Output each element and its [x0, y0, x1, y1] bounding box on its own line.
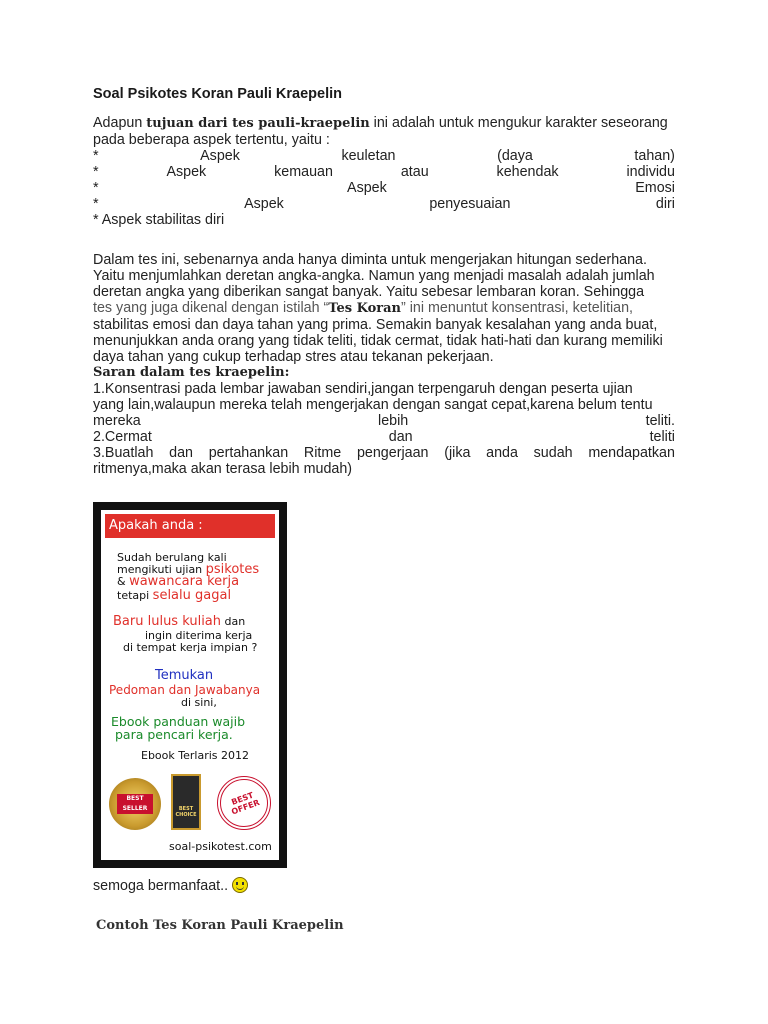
aspect-word: Aspek [244, 196, 284, 212]
saran-word: mendapatkan [588, 445, 675, 461]
ad-text [117, 590, 231, 602]
aspect-word: atau [400, 164, 429, 180]
saran-word: Ritme [303, 445, 342, 461]
intro-bold: tujuan dari tes pauli-kraepelin [146, 116, 370, 131]
intro-line-1 [93, 115, 675, 132]
ad-header: Apakah anda : [105, 514, 275, 538]
saran-line [93, 445, 675, 461]
body-line: Yaitu menjumlahkan deretan angka-angka. Namun yang menjadi masalah adalah jumlah [93, 268, 655, 284]
body-l4-post: ” ini menuntut konsentrasi, ketelitian, [400, 300, 634, 316]
intro-line-2: pada beberapa aspek tertentu, yaitu : [93, 132, 330, 148]
aspect-bullet: * [93, 164, 99, 180]
page-title: Soal Psikotes Koran Pauli Kraepelin [93, 86, 342, 102]
section-heading: Contoh Tes Koran Pauli Kraepelin [96, 918, 344, 933]
aspect-word: diri [655, 196, 675, 212]
body-line: menunjukkan anda orang yang tidak teliti, tidak cermat, tidak hati-hati dan kurang memiliki [93, 333, 663, 349]
saran-line: 1.Konsentrasi pada lembar jawaban sendiri,jangan terpengaruh dengan peserta ujian [93, 381, 633, 397]
body-l4-pre: tes yang juga dikenal dengan istilah “ [93, 300, 329, 316]
aspect-word: kemauan [274, 164, 333, 180]
saran-word: 3.Buatlah [93, 445, 154, 461]
body-line [93, 300, 675, 317]
ad-text-part: dan [221, 615, 246, 628]
saran-word: teliti. [645, 413, 675, 429]
ad-text: di sini, [181, 696, 217, 709]
saran-word: anda [486, 445, 518, 461]
smiley-icon [232, 877, 248, 893]
best-seller-badge-icon [109, 778, 161, 830]
ad-text-part: wawancara kerja [129, 574, 240, 589]
body-line: daya tahan yang cukup terhadap stres atau tekanan pekerjaan. [93, 349, 494, 365]
ad-text-part: & [117, 575, 130, 588]
ad-text-part: selalu gagal [152, 588, 232, 603]
aspect-word: Emosi [635, 180, 675, 196]
saran-word: (jika [444, 445, 471, 461]
aspect-word: Aspek [347, 180, 387, 196]
ebook-ad-banner[interactable] [93, 502, 287, 868]
ad-text-part: tetapi [117, 589, 153, 602]
body-paragraph [93, 252, 675, 477]
saran-line: yang lain,walaupun mereka telah mengerjakan dengan sangat cepat,karena belum tentu [93, 397, 653, 413]
body-line: stabilitas emosi dan daya tahan yang prima. Semakin banyak kesalahan yang anda buat, [93, 317, 658, 333]
saran-line [93, 413, 675, 429]
intro-paragraph [93, 115, 675, 228]
ad-url: soal-psikotest.com [169, 840, 272, 853]
saran-word: pertahankan [208, 445, 289, 461]
best-offer-stamp-icon [217, 776, 271, 830]
ad-text: di tempat kerja impian ? [123, 641, 258, 654]
aspect-row-3 [93, 180, 675, 196]
badge-text: BEST OFFER [230, 790, 261, 817]
saran-word: dan [388, 429, 413, 445]
saran-word: pengerjaan [356, 445, 429, 461]
ad-text-part: mengikuti ujian [117, 563, 206, 576]
saran-word: sudah [533, 445, 573, 461]
ad-text-part: psikotes [205, 562, 260, 577]
aspect-word: individu [626, 164, 675, 180]
saran-word: lebih [378, 413, 409, 429]
ad-text: Pedoman dan Jawabanya [109, 683, 261, 697]
ad-text: Ebook Terlaris 2012 [141, 749, 249, 762]
body-line: Dalam tes ini, sebenarnya anda hanya diminta untuk mengerjakan hitungan sederhana. [93, 252, 647, 268]
ad-text: ingin diterima kerja [145, 629, 253, 642]
ad-text-part: Baru lulus kuliah [113, 614, 222, 629]
aspect-word: Aspek [166, 164, 207, 180]
saran-heading: Saran dalam tes kraepelin: [93, 365, 290, 380]
aspect-word: keuletan [341, 148, 396, 164]
ad-text: Sudah berulang kali [117, 551, 227, 564]
badge-text: BEST SELLER [117, 794, 153, 814]
aspect-row-1 [93, 148, 675, 164]
ad-badges [107, 774, 273, 834]
saran-word: mereka [93, 413, 141, 429]
ad-text [117, 576, 239, 588]
closing-line [93, 877, 248, 894]
aspect-row-2 [93, 164, 675, 180]
aspect-word: tahan) [634, 148, 675, 164]
saran-word: teliti [649, 429, 675, 445]
ad-text: Temukan [155, 668, 214, 683]
closing-text: semoga bermanfaat.. [93, 878, 233, 894]
ad-content [101, 510, 279, 860]
body-line: deretan angka yang diberikan sangat banyak. Yaitu sebesar lembaran koran. Sehingga [93, 284, 645, 300]
saran-word: dan [169, 445, 193, 461]
aspect-bullet: * [93, 180, 99, 196]
saran-line [93, 429, 675, 445]
ad-text [113, 616, 245, 628]
aspect-word: Aspek [200, 148, 240, 164]
aspect-row-5: * Aspek stabilitas diri [93, 212, 225, 228]
tes-koran-term: Tes Koran [328, 301, 401, 316]
saran-word: 2.Cermat [93, 429, 152, 445]
aspect-bullet: * [93, 148, 99, 164]
aspect-row-4 [93, 196, 675, 212]
aspect-word: penyesuaian [429, 196, 511, 212]
aspect-word: (daya [497, 148, 533, 164]
saran-line: ritmenya,maka akan terasa lebih mudah) [93, 461, 353, 477]
aspect-word: kehendak [496, 164, 559, 180]
best-choice-badge-icon [171, 774, 201, 830]
aspect-bullet: * [93, 196, 99, 212]
ad-text: para pencari kerja. [115, 727, 233, 742]
badge-text: BEST CHOICE [175, 806, 197, 818]
intro-post: ini adalah untuk mengukur karakter seseorang [369, 115, 668, 131]
ad-text: Ebook panduan wajib [111, 714, 246, 729]
intro-pre: Adapun [93, 115, 147, 131]
